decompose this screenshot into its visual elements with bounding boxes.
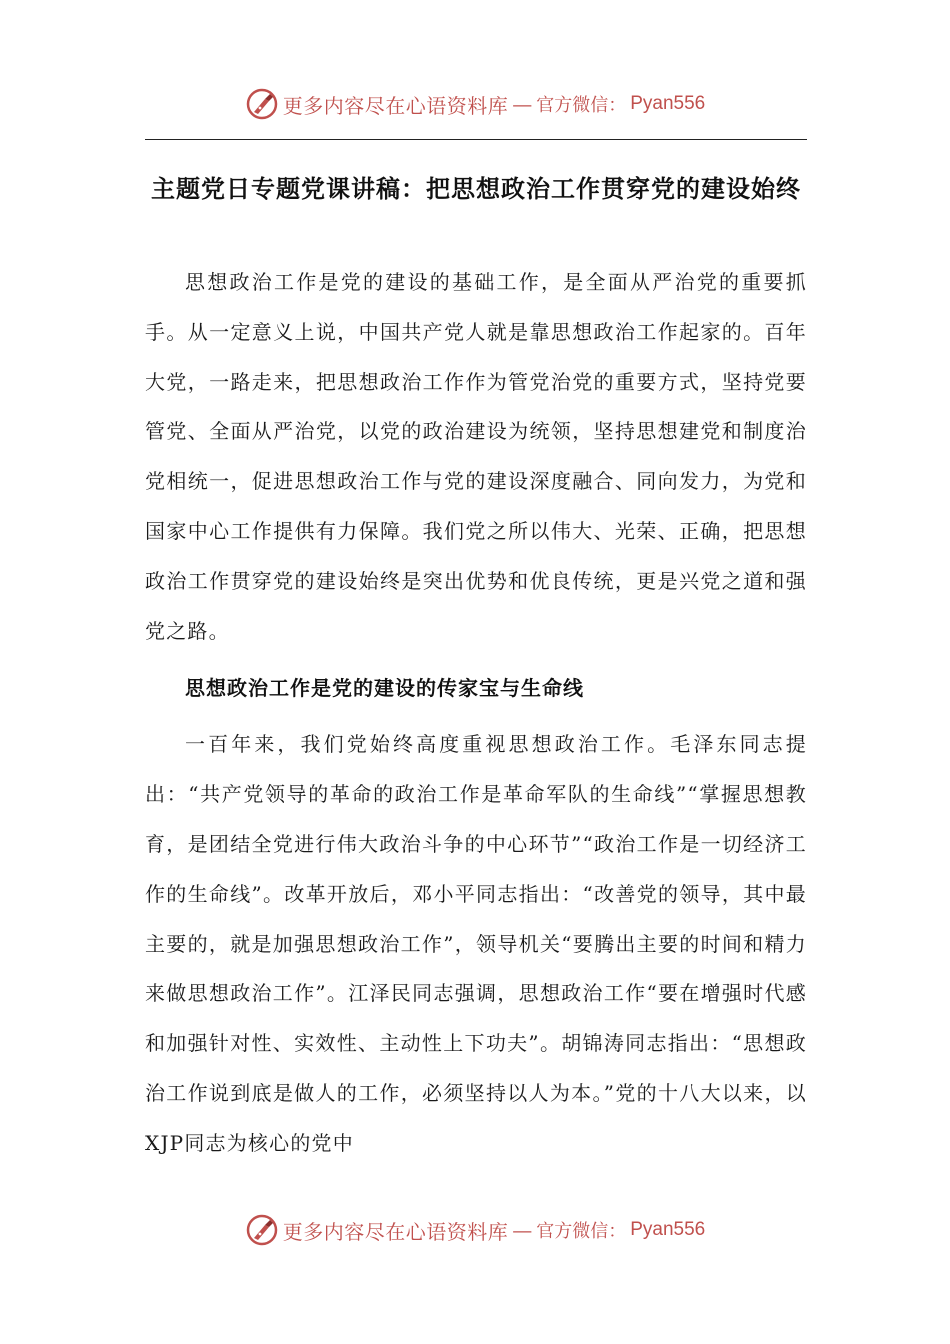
watermark-brand: 更多内容尽在心语资料库 — [282, 93, 509, 118]
watermark-wechat-id: Pyan556 — [630, 93, 706, 114]
watermark-separator: — — [512, 1218, 533, 1242]
watermark-wechat-id: Pyan556 — [630, 1219, 706, 1240]
section-heading: 思想政治工作是党的建设的传家宝与生命线 — [185, 676, 584, 701]
document-body — [145, 258, 807, 1169]
watermark-brand: 更多内容尽在心语资料库 — [282, 1219, 509, 1244]
watermark-separator: — — [512, 92, 533, 116]
document-title: 主题党日专题党课讲稿：把思想政治工作贯穿党的建设始终 — [151, 175, 801, 204]
intro-paragraph: 思想政治工作是党的建设的基础工作，是全面从严治党的重要抓手。从一定意义上说，中国共产党人就是靠思想政治工作起家的。百年大党，一路走来，把思想政治工作作为管党治党的重要方式，坚持党要管党、全面从严治党，以党的政治建设为统领，坚持思想建党和制度治党相统一，促进思想政治工作与党的建设深度融合、同向发力，为党和国家中心工作提供有力保障。我们党之所以伟大、光荣、正确，把思想政治工作贯穿党的建设始终是突出优势和优良传统，更是兴党之道和强党之路。 — [145, 270, 807, 643]
pen-nib-logo-icon — [245, 87, 279, 121]
footer-watermark — [0, 1210, 950, 1250]
section-paragraph: 一百年来，我们党始终高度重视思想政治工作。毛泽东同志提出：“共产党领导的革命的政治工作是革命军队的生命线”“掌握思想教育，是团结全党进行伟大政治斗争的中心环节”“政治工作是一切经济工作的生命线”。改革开放后，邓小平同志指出：“改善党的领导，其中最主要的，就是加强思想政治工作”，领导机关“要腾出主要的时间和精力来做思想政治工作”。江泽民同志强调，思想政治工作“要在增强时代感和加强针对性、实效性、主动性上下功夫”。胡锦涛同志指出：“思想政治工作说到底是做人的工作，必须坚持以人为本。”党的十八大以来，以XJP同志为核心的党中 — [145, 732, 807, 1155]
pen-nib-logo-icon — [245, 1213, 279, 1247]
header-watermark — [0, 84, 950, 124]
header-rule — [145, 139, 807, 140]
watermark-wechat-label: 官方微信： — [536, 1221, 627, 1242]
watermark-wechat-label: 官方微信： — [536, 95, 627, 116]
